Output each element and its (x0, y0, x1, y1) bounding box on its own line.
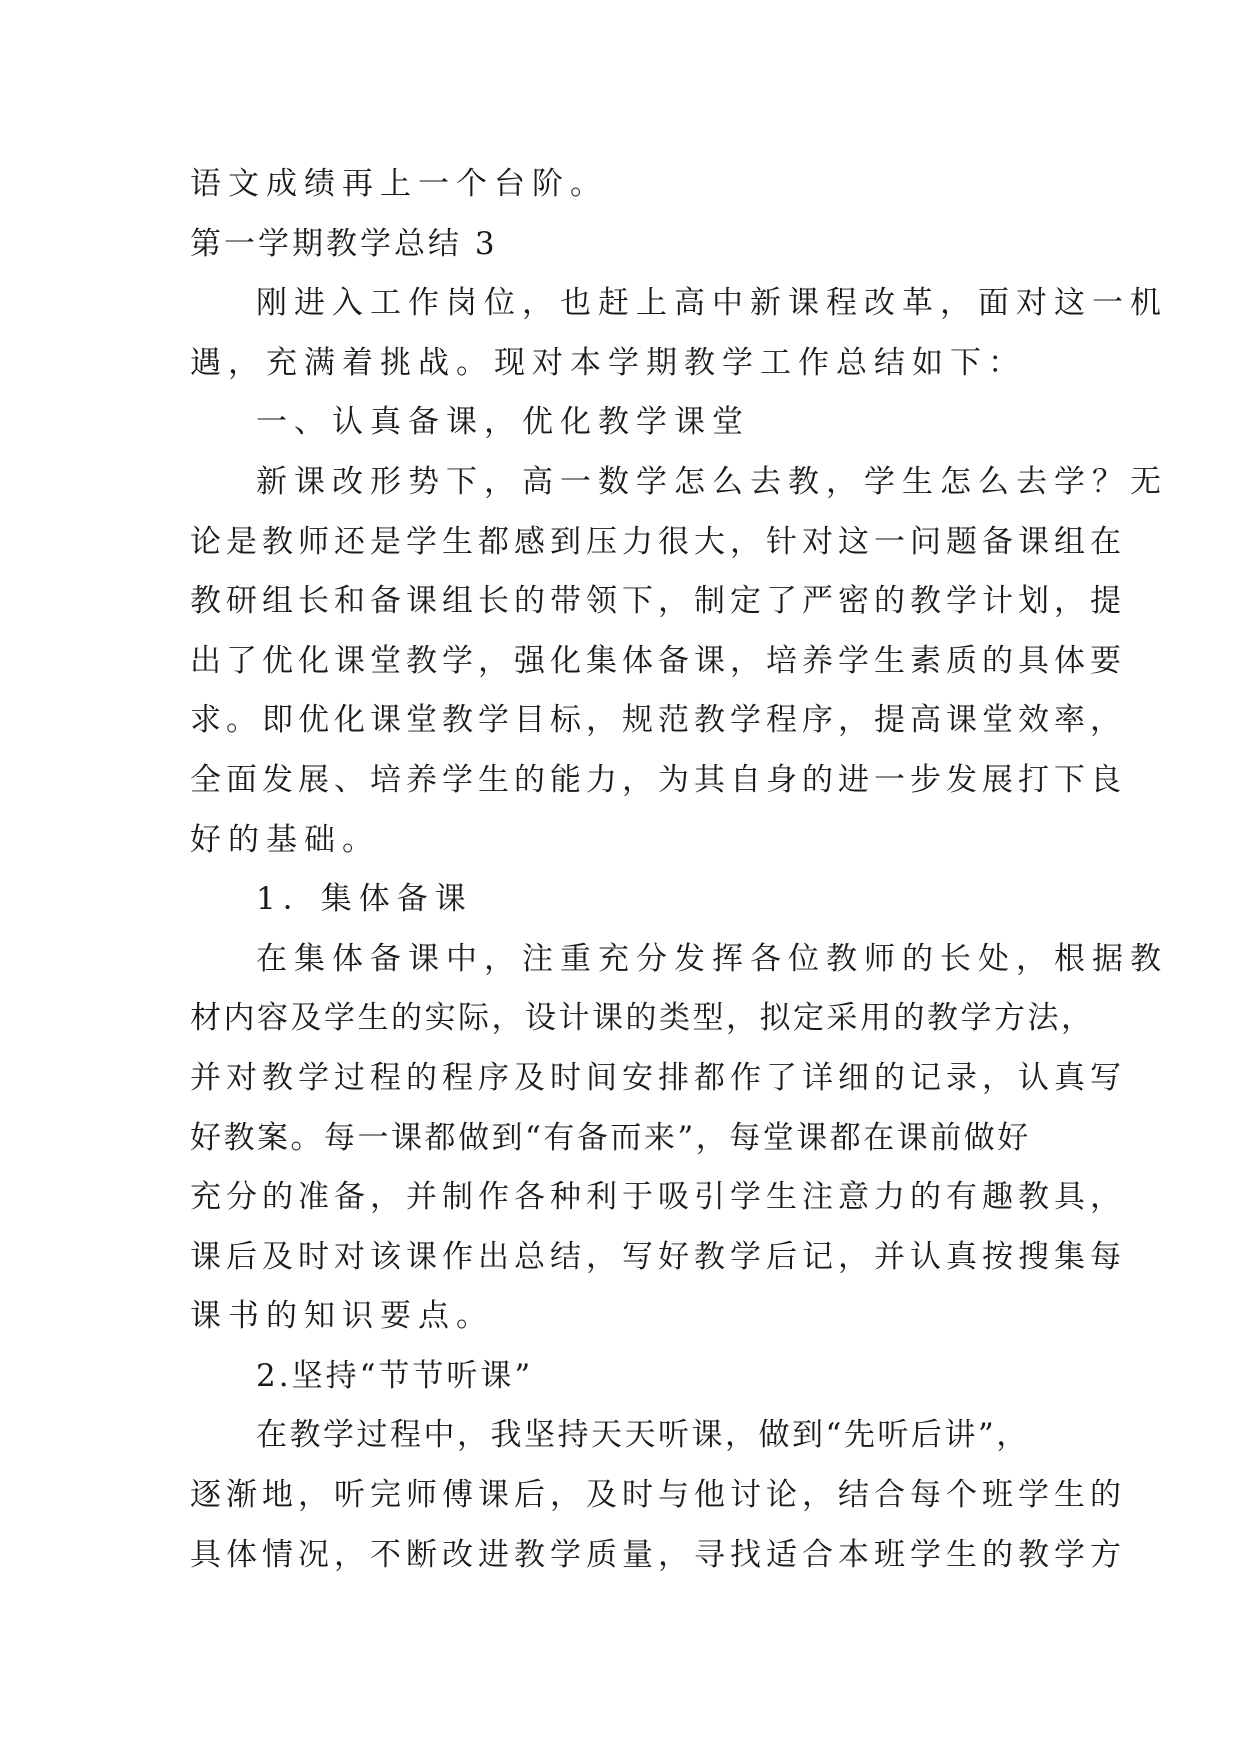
paragraph-line: 材内容及学生的实际，设计课的类型，拟定采用的教学方法， (190, 1000, 1095, 1037)
paragraph-line: 遇，充满着挑战。现对本学期教学工作总结如下： (190, 344, 1026, 381)
paragraph-line: 具体情况，不断改进教学质量，寻找适合本班学生的教学方 (190, 1536, 1126, 1573)
section-title: 第一学期教学总结 3 (190, 225, 498, 262)
paragraph-line: 逐渐地，听完师傅课后，及时与他讨论，结合每个班学生的 (190, 1477, 1126, 1514)
paragraph-line: 好教案。每一课都做到“有备而来”，每堂课都在课前做好 (190, 1119, 1031, 1156)
subsection-heading: 1．集体备课 (256, 881, 473, 918)
paragraph-line: 教研组长和备课组长的带领下，制定了严密的教学计划，提 (190, 583, 1126, 620)
paragraph-line: 在集体备课中，注重充分发挥各位教师的长处，根据教 (256, 940, 1168, 977)
paragraph-line: 论是教师还是学生都感到压力很大，针对这一问题备课组在 (190, 523, 1126, 560)
section-heading: 一、认真备课，优化教学课堂 (256, 404, 750, 441)
paragraph-line: 刚进入工作岗位，也赶上高中新课程改革，面对这一机 (256, 285, 1168, 322)
paragraph-line: 语文成绩再上一个台阶。 (190, 166, 608, 202)
subsection-heading: 2.坚持“节节听课” (256, 1357, 534, 1394)
paragraph-line: 在教学过程中，我坚持天天听课，做到“先听后讲”， (256, 1417, 1030, 1454)
paragraph-line: 好的基础。 (190, 821, 380, 858)
document-body (190, 155, 1168, 1585)
paragraph-line: 新课改形势下，高一数学怎么去教，学生怎么去学？无 (256, 463, 1168, 500)
paragraph-line: 课书的知识要点。 (190, 1298, 494, 1335)
paragraph-line: 求。即优化课堂教学目标，规范教学程序，提高课堂效率， (190, 702, 1126, 739)
paragraph-line: 充分的准备，并制作各种利于吸引学生注意力的有趣教具， (190, 1179, 1126, 1216)
paragraph-line: 全面发展、培养学生的能力，为其自身的进一步发展打下良 (190, 761, 1126, 798)
paragraph-line: 课后及时对该课作出总结，写好教学后记，并认真按搜集每 (190, 1238, 1126, 1275)
paragraph-line: 并对教学过程的程序及时间安排都作了详细的记录，认真写 (190, 1059, 1126, 1096)
paragraph-line: 出了优化课堂教学，强化集体备课，培养学生素质的具体要 (190, 642, 1126, 679)
